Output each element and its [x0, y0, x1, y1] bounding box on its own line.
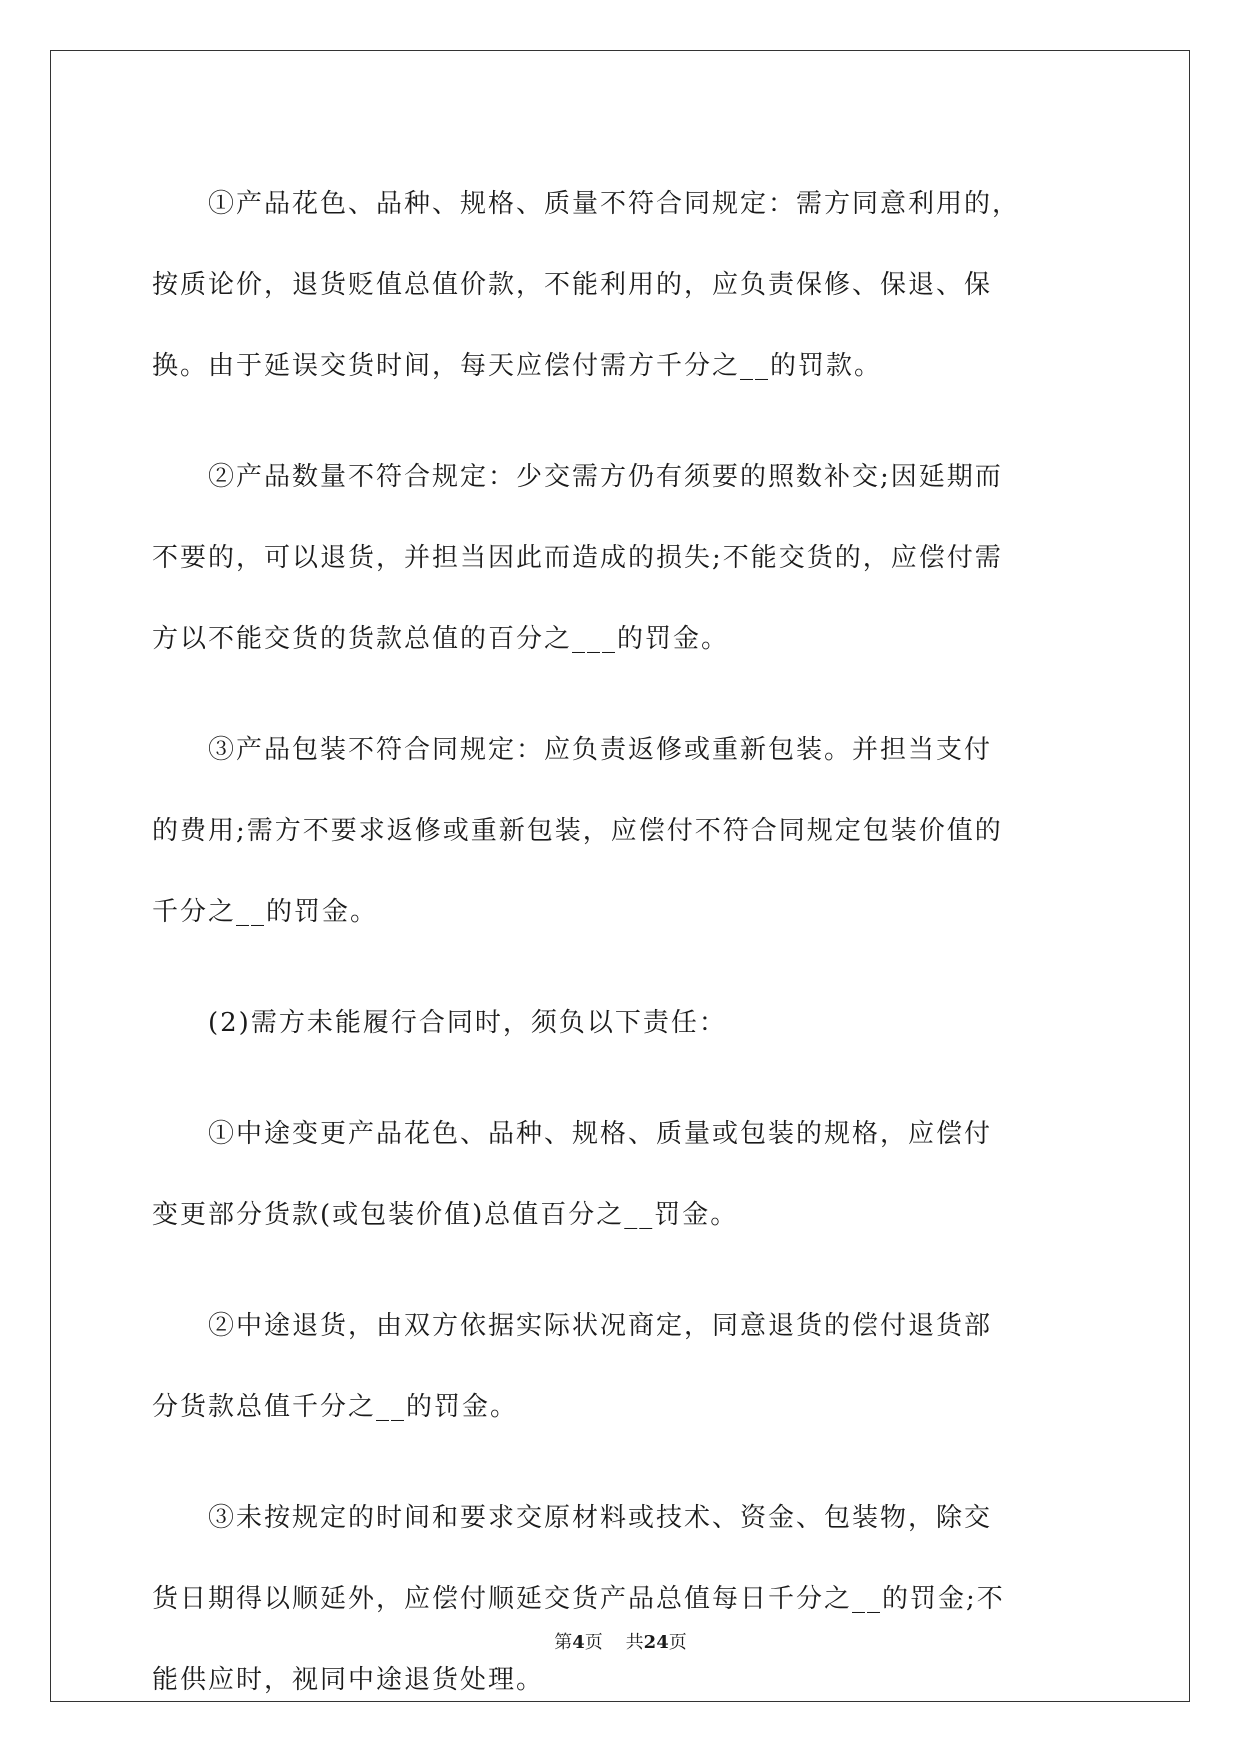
paragraph-6	[152, 1286, 1090, 1448]
paragraph-line: 换。由于延误交货时间，每天应偿付需方千分之__的罚款。	[152, 351, 883, 381]
document-body	[152, 164, 1090, 1751]
paragraph-1	[152, 164, 1090, 407]
footer-page-word: 页	[584, 1632, 603, 1653]
paragraph-line: ②中途退货，由双方依据实际状况商定，同意退货的偿付退货部	[208, 1311, 993, 1341]
paragraph-line: 不要的，可以退货，并担当因此而造成的损失;不能交货的，应偿付需	[152, 543, 1003, 573]
page-footer	[0, 1628, 1241, 1654]
paragraph-7	[152, 1478, 1090, 1721]
paragraph-line: 分货款总值千分之__的罚金。	[152, 1392, 519, 1422]
paragraph-line: 按质论价，退货贬值总值价款，不能利用的，应负责保修、保退、保	[152, 270, 993, 300]
footer-prefix: 第	[554, 1632, 573, 1653]
paragraph-line: ②产品数量不符合规定：少交需方仍有须要的照数补交;因延期而	[208, 462, 1003, 492]
paragraph-line: ③未按规定的时间和要求交原材料或技术、资金、包装物，除交	[208, 1503, 993, 1533]
paragraph-5	[152, 1094, 1090, 1256]
paragraph-4	[152, 983, 1090, 1064]
paragraph-line: ①中途变更产品花色、品种、规格、质量或包装的规格，应偿付	[208, 1119, 993, 1149]
paragraph-line: 能供应时，视同中途退货处理。	[152, 1665, 545, 1695]
paragraph-line: 的费用;需方不要求返修或重新包装，应偿付不符合同规定包装价值的	[152, 816, 1003, 846]
paragraph-line: 变更部分货款(或包装价值)总值百分之__罚金。	[152, 1200, 739, 1230]
paragraph-line: ①产品花色、品种、规格、质量不符合同规定：需方同意利用的，	[208, 189, 1021, 219]
paragraph-line: 方以不能交货的货款总值的百分之___的罚金。	[152, 624, 730, 654]
footer-total-suffix: 页	[668, 1632, 687, 1653]
paragraph-2	[152, 437, 1090, 680]
paragraph-line: 货日期得以顺延外，应偿付顺延交货产品总值每日千分之__的罚金;不	[152, 1584, 1005, 1614]
paragraph-line: (2)需方未能履行合同时，须负以下责任：	[208, 1008, 727, 1038]
current-page-number: 4	[572, 1632, 585, 1653]
paragraph-3	[152, 710, 1090, 953]
paragraph-line: ③产品包装不符合同规定：应负责返修或重新包装。并担当支付	[208, 735, 993, 765]
total-pages-number: 24	[643, 1632, 669, 1653]
paragraph-line: 千分之__的罚金。	[152, 897, 379, 927]
footer-total-prefix: 共	[625, 1632, 644, 1653]
